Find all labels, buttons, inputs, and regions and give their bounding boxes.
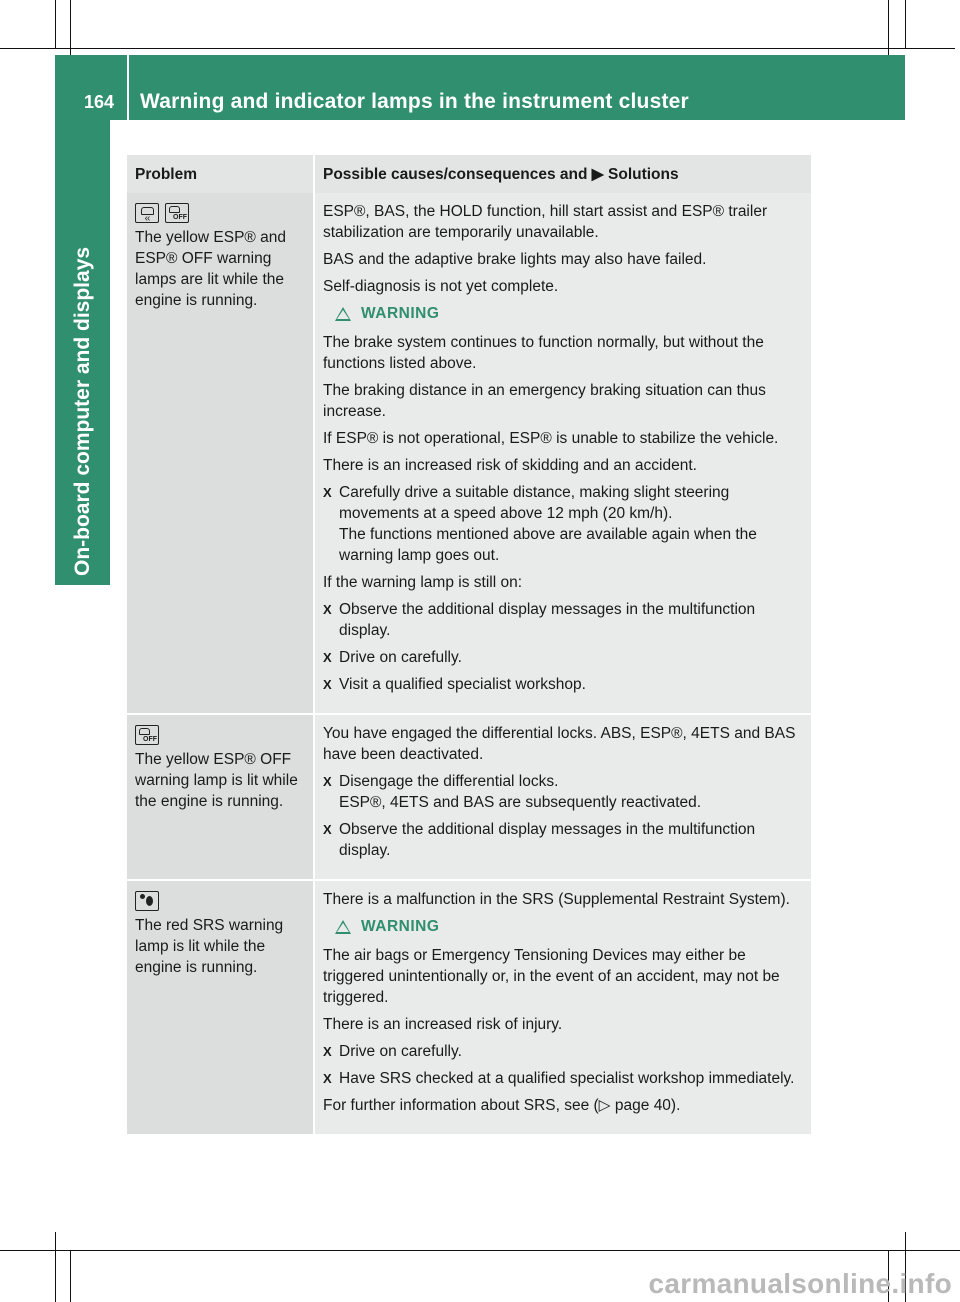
warning-lamp-table [127, 155, 811, 1136]
step-text: Visit a qualified specialist workshop. [339, 676, 586, 693]
solution-cell [314, 714, 811, 880]
cause-text: You have engaged the differential locks. ABS, ESP®, 4ETS and BAS have been deactivated. [323, 725, 796, 763]
solution-step [323, 674, 803, 695]
warning-text: The air bags or Emergency Tensioning Devices may either be triggered unintentionally or, in the event of an accident, may not be triggered. [323, 947, 780, 1006]
warning-triangle-icon [335, 307, 351, 321]
warning-heading [335, 303, 803, 324]
crop-mark [55, 1232, 56, 1302]
cause-text: BAS and the adaptive brake lights may also have failed. [323, 251, 707, 268]
cause-text: Self-diagnosis is not yet complete. [323, 278, 559, 295]
solution-step [323, 1041, 803, 1062]
problem-cell [127, 193, 314, 714]
warning-text: The braking distance in an emergency braking situation can thus increase. [323, 382, 766, 420]
solution-step [323, 771, 803, 813]
warning-label: WARNING [361, 918, 440, 935]
column-header-problem: Problem [127, 155, 314, 193]
action-arrow-icon [323, 647, 339, 668]
step-note: The functions mentioned above are available again when the warning lamp goes out. [339, 526, 757, 564]
step-text: Carefully drive a suitable distance, making slight steering movements at a speed above 12 mph (20 km/h). [339, 484, 730, 522]
action-arrow-icon [323, 819, 339, 861]
warning-text: If ESP® is not operational, ESP® is unable to stabilize the vehicle. [323, 430, 779, 447]
table-row [127, 880, 811, 1135]
solution-cell [314, 880, 811, 1135]
warning-text: The brake system continues to function normally, but without the functions listed above. [323, 334, 764, 372]
solution-cell [314, 193, 811, 714]
column-header-solutions: Possible causes/consequences and ▶ Solutions [314, 155, 811, 193]
warning-label: WARNING [361, 305, 440, 322]
esp-off-icon [165, 203, 189, 223]
warning-text: There is an increased risk of skidding and an accident. [323, 457, 697, 474]
step-text: Have SRS checked at a qualified specialist workshop immediately. [339, 1070, 795, 1087]
warning-heading [335, 916, 803, 937]
srs-icon [135, 891, 159, 911]
crop-mark [0, 1250, 960, 1251]
step-text: Observe the additional display messages in the multifunction display. [339, 601, 756, 639]
table-row [127, 193, 811, 714]
step-text: Observe the additional display messages in the multifunction display. [339, 821, 756, 859]
watermark: carmanualsonline.info [648, 1268, 952, 1299]
crop-mark [905, 0, 906, 48]
condition-text: If the warning lamp is still on: [323, 574, 523, 591]
solution-step [323, 482, 803, 566]
crop-mark [55, 0, 56, 48]
step-text: Disengage the differential locks. [339, 773, 559, 790]
page-number: 164 [84, 92, 115, 112]
problem-cell [127, 880, 314, 1135]
cause-text: There is a malfunction in the SRS (Supplemental Restraint System). [323, 891, 790, 908]
table-row [127, 714, 811, 880]
page-title: Warning and indicator lamps in the instrument cluster [140, 90, 689, 113]
crop-mark [0, 48, 955, 49]
warning-text: There is an increased risk of injury. [323, 1016, 563, 1033]
esp-off-icon [135, 725, 159, 745]
action-arrow-icon [323, 1068, 339, 1089]
action-arrow-icon [323, 482, 339, 566]
problem-text: The red SRS warning lamp is lit while the engine is running. [135, 917, 284, 976]
warning-triangle-icon [335, 920, 351, 934]
problem-cell [127, 714, 314, 880]
action-arrow-icon [323, 1041, 339, 1062]
step-text: Drive on carefully. [339, 1043, 462, 1060]
step-text: Drive on carefully. [339, 649, 462, 666]
header-divider [127, 55, 129, 120]
action-arrow-icon [323, 599, 339, 641]
solution-step [323, 647, 803, 668]
cause-text: ESP®, BAS, the HOLD function, hill start assist and ESP® trailer stabilization are temporarily unavailable. [323, 203, 768, 241]
action-arrow-icon [323, 674, 339, 695]
solution-step [323, 599, 803, 641]
problem-text: The yellow ESP® and ESP® OFF warning lamps are lit while the engine is running. [135, 229, 286, 309]
crop-mark [70, 1250, 71, 1302]
action-arrow-icon [323, 771, 339, 813]
solution-step [323, 1068, 803, 1089]
step-note: ESP®, 4ETS and BAS are subsequently reactivated. [339, 794, 702, 811]
side-tab [55, 120, 110, 585]
side-tab-label: On-board computer and displays [71, 246, 94, 576]
solution-step [323, 819, 803, 861]
problem-text: The yellow ESP® OFF warning lamp is lit while the engine is running. [135, 751, 298, 810]
esp-icon [135, 203, 159, 223]
reference-link[interactable]: For further information about SRS, see (▷ page 40). [323, 1097, 681, 1114]
